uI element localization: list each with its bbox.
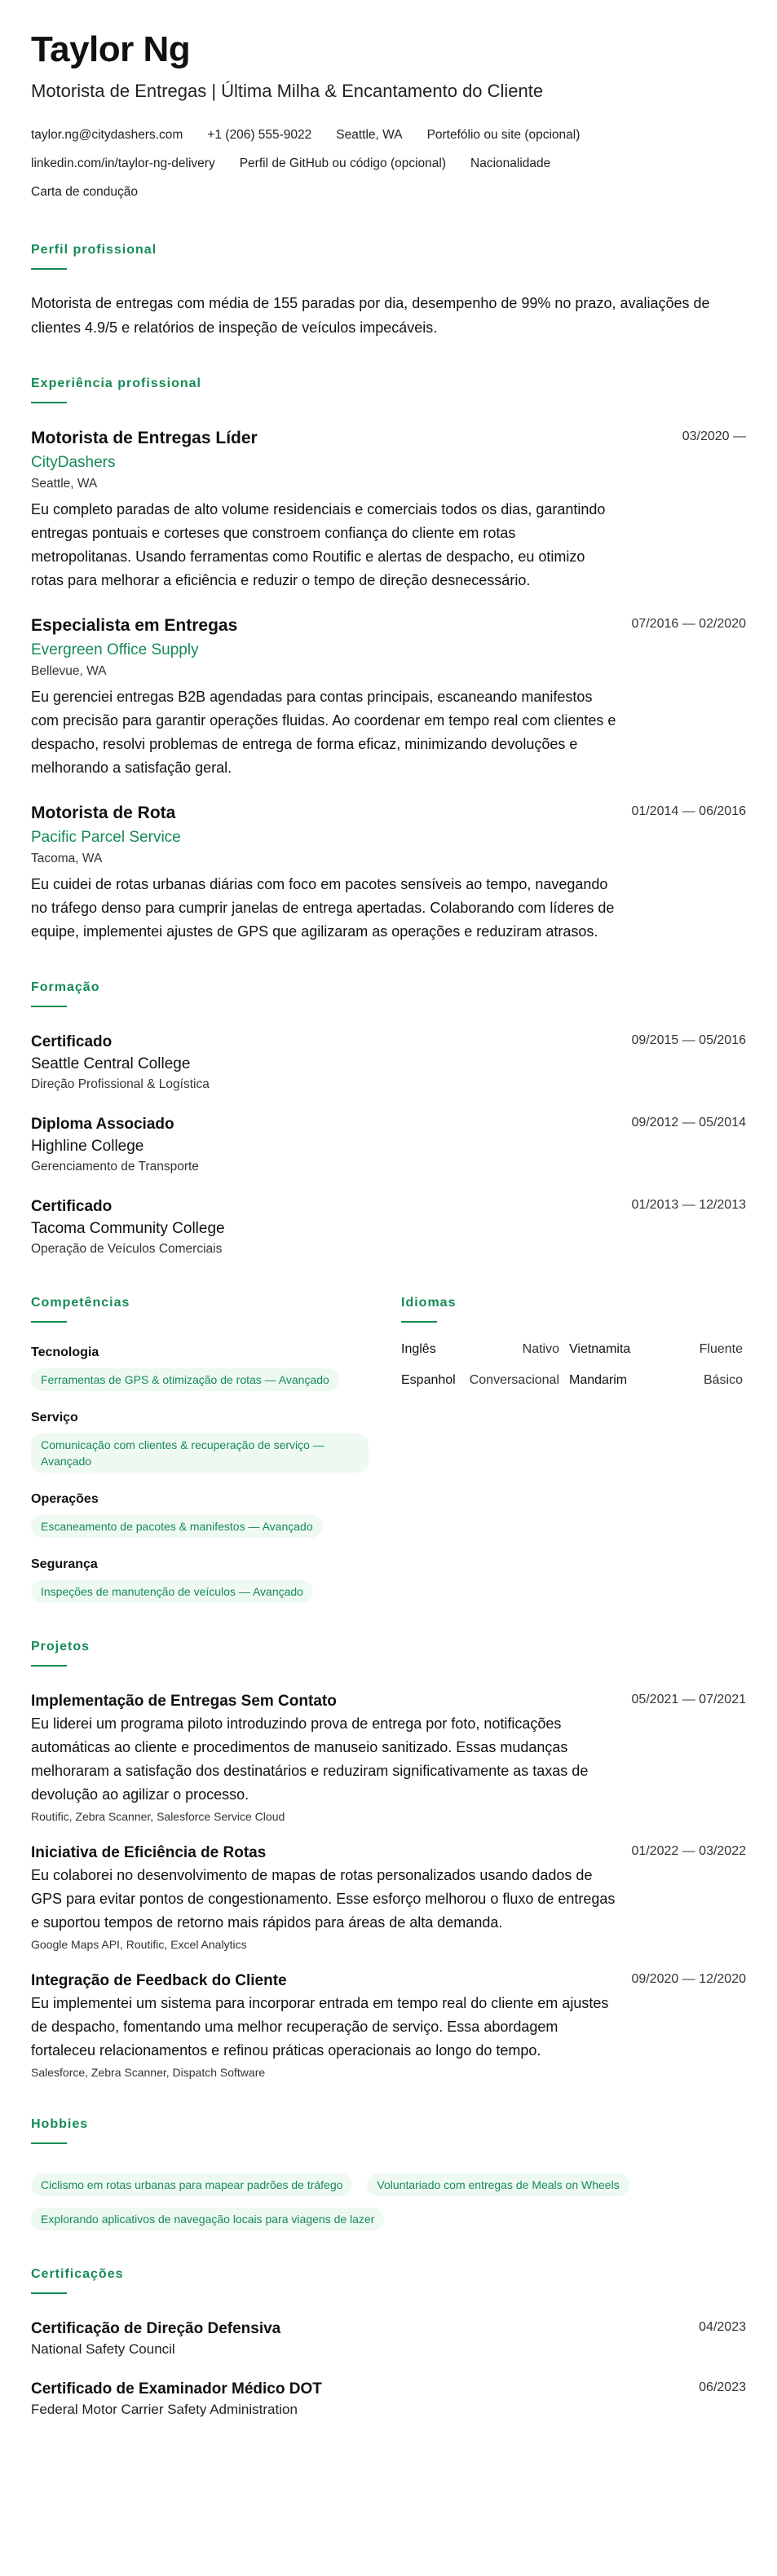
section-rule bbox=[31, 1665, 67, 1667]
header bbox=[31, 29, 746, 206]
project-entry bbox=[31, 1971, 746, 2081]
entry-description: Eu completo paradas de alto volume residenciais e comerciais todos os dias, garantindo entregas pontuais e corteses que constroem confiança do cliente em rotas metropolitanas. Usando ferramentas como Routific e alertas de despacho, eu otimizo rotas para melhorar a eficiência e reduzir o tempo de direção desnecessário. bbox=[31, 501, 606, 588]
section-rule bbox=[31, 268, 67, 270]
project-description: Eu implementei um sistema para incorporar entrada em tempo real do cliente em ajustes de despacho, fomentando uma melhor recuperação de serviço. Essa abordagem fortaleceu relacionamentos e refinou práticas operacionais ao longo do tempo. bbox=[31, 1995, 609, 2059]
skill-pill: Escaneamento de pacotes & manifestos — Avançado bbox=[31, 1515, 323, 1538]
language-level: Conversacional bbox=[469, 1373, 559, 1387]
skills-languages-row bbox=[31, 1259, 746, 1603]
summary-section bbox=[31, 242, 746, 340]
contact-license: Carta de condução bbox=[31, 185, 138, 199]
section-title: Experiência profissional bbox=[31, 376, 201, 390]
projects-section bbox=[31, 1639, 746, 2081]
project-entry bbox=[31, 1691, 746, 1825]
section-title: Projetos bbox=[31, 1640, 91, 1653]
language-level: Fluente bbox=[699, 1342, 743, 1356]
project-description: Eu colaborei no desenvolvimento de mapas de rotas personalizados usando dados de GPS para evitar pontos de congestionamento. Esse esforço melhorou o fluxo de entregas e suportou tempos de retorno mais rápidos para áreas de alta demanda. bbox=[31, 1867, 616, 1931]
entry-location: Bellevue, WA bbox=[31, 664, 107, 678]
edu-degree: Certificado bbox=[31, 1198, 113, 1215]
project-tech: Google Maps API, Routific, Excel Analytics bbox=[31, 1938, 247, 1951]
experience-entry bbox=[31, 615, 746, 780]
contact-portfolio[interactable]: Portefólio ou site (opcional) bbox=[426, 128, 581, 142]
section-title: Idiomas bbox=[401, 1296, 457, 1310]
contact-location: Seattle, WA bbox=[336, 128, 403, 142]
entry-date: 07/2016 — 02/2020 bbox=[631, 617, 746, 631]
section-rule bbox=[31, 1321, 67, 1323]
contact-linkedin[interactable]: linkedin.com/in/taylor-ng-delivery bbox=[31, 156, 215, 170]
entry-description: Eu gerenciei entregas B2B agendadas para contas principais, escaneando manifestos com precisão para garantir operações fluidas. Ao coordenar em tempo real com clientes e despacho, resolvi problemas de entrega de forma eficaz, minimizando devoluções e melhorando a satisfação geral. bbox=[31, 689, 616, 776]
entry-location: Seattle, WA bbox=[31, 477, 98, 491]
cert-name: Certificado de Examinador Médico DOT bbox=[31, 2380, 322, 2398]
contact-nationality: Nacionalidade bbox=[470, 156, 551, 170]
language-level: Básico bbox=[703, 1373, 743, 1387]
entry-date: 09/2020 — 12/2020 bbox=[631, 1972, 746, 1986]
section-title: Formação bbox=[31, 980, 100, 994]
hobby-pill: Voluntariado com entregas de Meals on Wheels bbox=[367, 2173, 629, 2196]
hobbies-section bbox=[31, 2116, 746, 2230]
entry-date: 06/2023 bbox=[699, 2380, 746, 2394]
skill-pill: Comunicação com clientes & recuperação de serviço — Avançado bbox=[31, 1433, 369, 1473]
entry-date: 01/2014 — 06/2016 bbox=[631, 804, 746, 818]
project-tech: Salesforce, Zebra Scanner, Dispatch Software bbox=[31, 2066, 266, 2079]
skill-pill: Inspeções de manutenção de veículos — Avançado bbox=[31, 1580, 313, 1603]
project-title: Integração de Feedback do Cliente bbox=[31, 1972, 287, 1989]
language-name: Espanhol bbox=[401, 1373, 456, 1387]
language-name: Inglês bbox=[401, 1342, 436, 1356]
project-title: Implementação de Entregas Sem Contato bbox=[31, 1693, 337, 1710]
certifications-section bbox=[31, 2266, 746, 2420]
experience-entry bbox=[31, 803, 746, 944]
skill-category: Segurança bbox=[31, 1557, 98, 1571]
project-entry bbox=[31, 1843, 746, 1953]
edu-school: Tacoma Community College bbox=[31, 1220, 225, 1237]
certification-entry bbox=[31, 2318, 746, 2359]
skill-category: Serviço bbox=[31, 1411, 78, 1425]
edu-degree: Certificado bbox=[31, 1033, 113, 1050]
cert-name: Certificação de Direção Defensiva bbox=[31, 2320, 281, 2337]
entry-company: Evergreen Office Supply bbox=[31, 641, 199, 658]
entry-date: 05/2021 — 07/2021 bbox=[631, 1693, 746, 1706]
education-entry bbox=[31, 1196, 746, 1259]
entry-location: Tacoma, WA bbox=[31, 852, 103, 865]
language-name: Vietnamita bbox=[569, 1342, 631, 1356]
section-rule bbox=[401, 1321, 437, 1323]
entry-title: Motorista de Entregas Líder bbox=[31, 429, 258, 447]
edu-field: Gerenciamento de Transporte bbox=[31, 1160, 199, 1174]
section-rule bbox=[31, 2142, 67, 2144]
education-entry bbox=[31, 1114, 746, 1177]
skill-category: Tecnologia bbox=[31, 1345, 99, 1359]
section-title: Certificações bbox=[31, 2267, 124, 2281]
language-item bbox=[401, 1372, 569, 1389]
edu-field: Operação de Veículos Comerciais bbox=[31, 1242, 223, 1256]
entry-date: 03/2020 — bbox=[682, 429, 746, 443]
entry-description: Eu cuidei de rotas urbanas diárias com foco em pacotes sensíveis ao tempo, navegando no tráfego denso para cumprir janelas de entrega apertadas. Colaborando com líderes de equipe, implementei ajustes de GPS que agilizaram as operações e reduziram atrasos. bbox=[31, 876, 615, 940]
certification-entry bbox=[31, 2379, 746, 2420]
skill-pill: Ferramentas de GPS & otimização de rotas — Avançado bbox=[31, 1368, 339, 1391]
language-item bbox=[569, 1341, 743, 1358]
language-item bbox=[569, 1372, 743, 1389]
contact-email[interactable]: taylor.ng@citydashers.com bbox=[31, 128, 183, 142]
entry-company: CityDashers bbox=[31, 454, 116, 471]
skill-category: Operações bbox=[31, 1492, 99, 1506]
education-entry bbox=[31, 1032, 746, 1094]
language-grid bbox=[401, 1341, 743, 1389]
entry-company: Pacific Parcel Service bbox=[31, 829, 181, 846]
cert-issuer: National Safety Council bbox=[31, 2341, 175, 2357]
entry-title: Motorista de Rota bbox=[31, 804, 176, 822]
entry-date: 01/2013 — 12/2013 bbox=[631, 1198, 746, 1212]
hobby-pill: Ciclismo em rotas urbanas para mapear padrões de tráfego bbox=[31, 2173, 352, 2196]
section-title: Competências bbox=[31, 1296, 130, 1310]
skills-section bbox=[31, 1259, 401, 1603]
education-section bbox=[31, 980, 746, 1259]
section-title: Hobbies bbox=[31, 2117, 89, 2131]
entry-date: 09/2015 — 05/2016 bbox=[631, 1033, 746, 1047]
resume bbox=[31, 29, 746, 2420]
hobby-list bbox=[31, 2162, 700, 2230]
language-name: Mandarim bbox=[569, 1373, 628, 1387]
project-tech: Routific, Zebra Scanner, Salesforce Service Cloud bbox=[31, 1810, 285, 1823]
edu-field: Direção Profissional & Logística bbox=[31, 1077, 210, 1091]
contact-phone[interactable]: +1 (206) 555-9022 bbox=[207, 128, 312, 142]
entry-date: 01/2022 — 03/2022 bbox=[631, 1844, 746, 1858]
section-rule bbox=[31, 2292, 67, 2294]
language-item bbox=[401, 1341, 569, 1358]
hobby-pill: Explorando aplicativos de navegação locais para viagens de lazer bbox=[31, 2208, 384, 2230]
contact-github[interactable]: Perfil de GitHub ou código (opcional) bbox=[239, 156, 447, 170]
project-description: Eu liderei um programa piloto introduzindo prova de entrega por foto, notificações automáticas ao cliente e procedimentos de manuseio sanitizado. Essas mudanças melhoraram a satisfação dos destinatários e reduziram significativamente as taxas de devolução ao agilizar o processo. bbox=[31, 1715, 589, 1803]
project-title: Iniciativa de Eficiência de Rotas bbox=[31, 1844, 267, 1861]
entry-date: 09/2012 — 05/2014 bbox=[631, 1116, 746, 1129]
edu-school: Seattle Central College bbox=[31, 1055, 191, 1072]
contact-list bbox=[31, 121, 700, 206]
entry-date: 04/2023 bbox=[699, 2320, 746, 2334]
section-title: Perfil profissional bbox=[31, 243, 157, 257]
candidate-name: Taylor Ng bbox=[31, 29, 191, 69]
edu-school: Highline College bbox=[31, 1138, 144, 1155]
headline: Motorista de Entregas | Última Milha & Encantamento do Cliente bbox=[31, 81, 544, 101]
cert-issuer: Federal Motor Carrier Safety Administration bbox=[31, 2402, 298, 2417]
section-rule bbox=[31, 1006, 67, 1007]
experience-section bbox=[31, 376, 746, 944]
entry-title: Especialista em Entregas bbox=[31, 616, 238, 635]
section-rule bbox=[31, 402, 67, 403]
experience-entry bbox=[31, 428, 746, 592]
languages-section bbox=[401, 1259, 743, 1603]
summary-text: Motorista de entregas com média de 155 paradas por dia, desempenho de 99% no prazo, avaliações de clientes 4.9/5 e relatórios de inspeção de veículos impecáveis. bbox=[31, 295, 710, 336]
language-level: Nativo bbox=[522, 1342, 559, 1356]
edu-degree: Diploma Associado bbox=[31, 1116, 174, 1133]
